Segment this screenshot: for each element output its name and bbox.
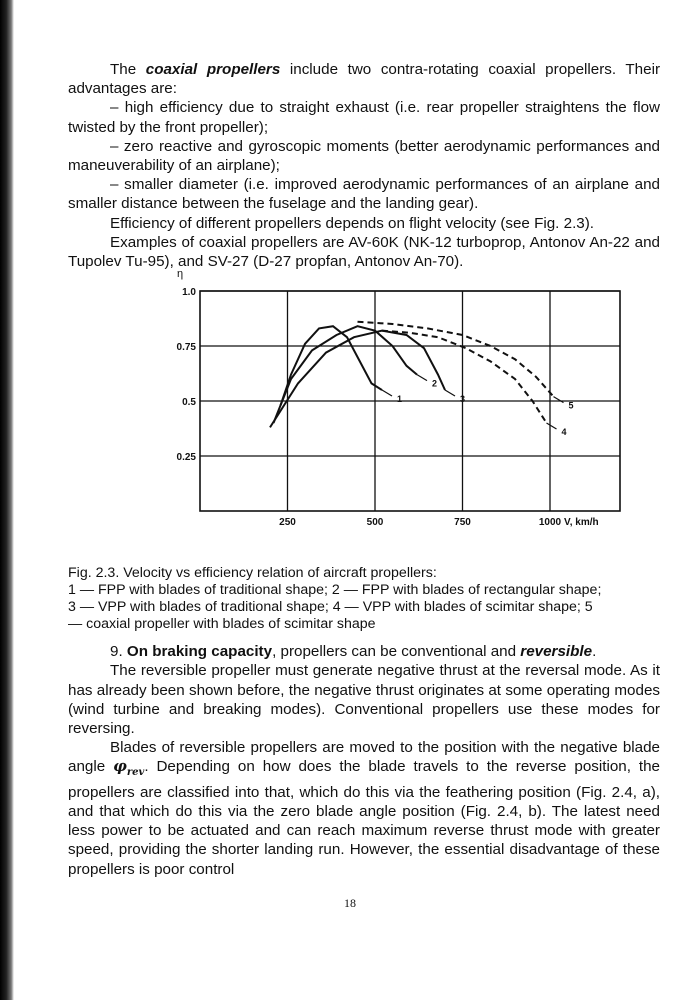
curve-label-leader — [382, 390, 392, 396]
phi-symbol: φ — [113, 757, 127, 776]
section-number: 9. — [110, 643, 127, 661]
phi-rev-symbol — [113, 757, 145, 779]
phi-subscript: rev — [126, 767, 145, 779]
curve-5 — [358, 322, 554, 397]
section-9-text: , propellers can be conventional and — [272, 643, 521, 661]
curve-label-leader — [554, 397, 564, 403]
section-9-end: . — [592, 643, 597, 661]
x-tick-label: 750 — [454, 517, 471, 529]
figure-caption-line: — coaxial propeller with blades of scimitar shape — [68, 616, 376, 633]
advantage-item: – high efficiency due to straight exhaust (i.e. rear propeller straightens the flow twisted by the front propeller); — [68, 99, 660, 136]
coaxial-intro-paragraph — [68, 60, 660, 98]
curve-label-leader — [417, 375, 427, 381]
curve-label-3: 3 — [460, 394, 466, 405]
x-axis-label: V, km/h — [564, 517, 599, 529]
blade-angle-paragraph — [68, 738, 660, 878]
figure-caption-title: Fig. 2.3. Velocity vs efficiency relation of aircraft propellers: — [68, 565, 437, 582]
curve-4 — [382, 331, 547, 423]
reversible-paragraph: The reversible propeller must generate negative thrust at the reversal mode. As it has already been shown before, the negative thrust originates at some operating modes (wind turbine and breaking modes). Conventional propellers use these modes for reversing. — [68, 662, 660, 738]
y-tick-label: 1.0 — [182, 287, 196, 299]
y-axis-label: η — [176, 271, 184, 281]
figure-caption-line: 3 — VPP with blades of traditional shape; 4 — VPP with blades of scimitar shape; 5 — [68, 599, 593, 616]
curve-3 — [270, 331, 445, 428]
x-tick-label: 500 — [366, 517, 384, 529]
figure-2-3 — [68, 271, 660, 565]
blade-angle-text: Blades of reversible propellers are moved to the position with the negative blade angle — [68, 739, 660, 776]
intro-text: The — [110, 61, 146, 78]
y-tick-label: 0.75 — [176, 342, 196, 354]
page-content — [68, 60, 660, 879]
intro-text-end: include two contra-rotating coaxial propellers. Their advantages are: — [68, 61, 661, 98]
page-edge-shadow — [0, 0, 14, 1000]
x-tick-label: 250 — [279, 517, 296, 529]
curve-label-2: 2 — [432, 378, 438, 389]
examples-paragraph: Examples of coaxial propellers are AV-60K (NK-12 turboprop, Antonov An-22 and Tupolev Tu-95), and SV-27 (D-27 propfan, Antonov An-70). — [68, 233, 660, 271]
y-tick-label: 0.25 — [176, 452, 196, 464]
curve-label-leader — [547, 423, 557, 429]
curve-2 — [274, 326, 418, 423]
figure-caption-line: 1 — FPP with blades of traditional shape; 2 — FPP with blades of rectangular shape; — [68, 582, 602, 599]
section-9-heading — [68, 642, 660, 661]
coaxial-propellers-term: coaxial propellers — [145, 61, 281, 78]
blade-angle-text-end: . Depending on how does the blade travels to the reverse position, the propellers are classified into that, which do this via the feathering position (Fig. 2.4, a), and that which do this via the zero blade angle position (Fig. 2.4, b). The latest need less power to be actuated and can reach maximum reverse thrust mode with greater speed, providing the shorter landing run. However, the essential disadvantage of these propellers is poor control — [68, 758, 660, 878]
reversible-term: reversible — [520, 643, 593, 661]
curve-label-1: 1 — [397, 394, 403, 405]
efficiency-paragraph: Efficiency of different propellers depends on flight velocity (see Fig. 2.3). — [110, 214, 595, 232]
efficiency-chart — [68, 271, 660, 565]
y-tick-label: 0.5 — [182, 397, 196, 409]
advantage-item: – smaller diameter (i.e. improved aerodynamic performances of an airplane and smaller distance between the fuselage and the landing gear). — [68, 176, 660, 213]
curve-label-5: 5 — [568, 400, 574, 411]
x-tick-label: 1000 — [538, 517, 562, 529]
advantage-item: – zero reactive and gyroscopic moments (better aerodynamic performances and maneuverability of an airplane); — [68, 137, 660, 175]
braking-capacity-term: On braking capacity — [126, 643, 273, 661]
curve-label-4: 4 — [561, 427, 567, 438]
page-number: 18 — [344, 896, 356, 910]
curve-label-leader — [445, 390, 455, 396]
